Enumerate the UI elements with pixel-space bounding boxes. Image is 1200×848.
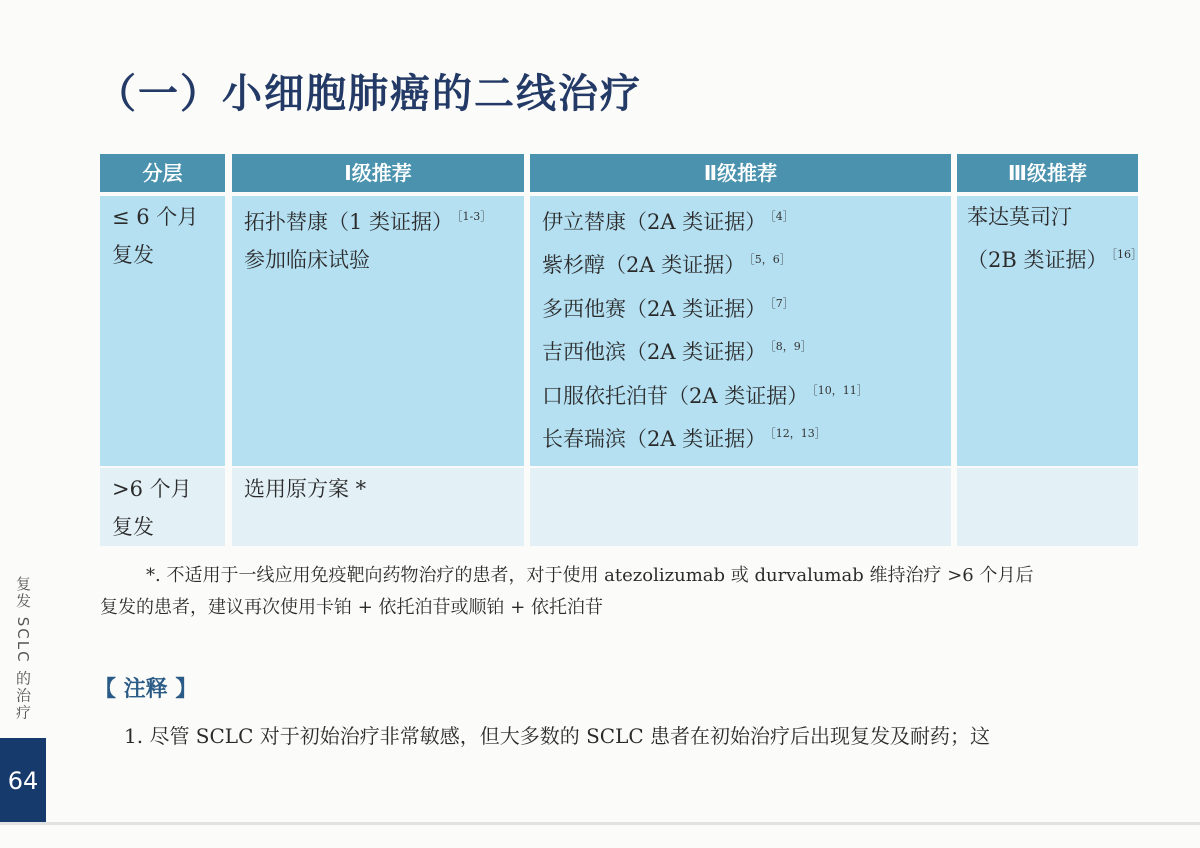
- header-level-1: Ⅰ级推荐: [232, 154, 524, 192]
- regimen-text: （2B 类证据）: [967, 248, 1108, 273]
- table-cell-level3: [957, 196, 1142, 466]
- note-item: 1. 尽管 SCLC 对于初始治疗非常敏感，但大多数的 SCLC 患者在初始治疗后出现复发及耐药；这: [124, 724, 991, 748]
- regimen-entry: [542, 328, 951, 371]
- regimen-entry: [542, 241, 951, 284]
- stratum-text: 复发: [112, 515, 154, 540]
- regimen-text: 吉西他滨（2A 类证据）: [542, 340, 767, 365]
- regimen-entry: [244, 241, 524, 279]
- regimen-entry: [542, 372, 951, 415]
- regimen-text: 长春瑞滨（2A 类证据）: [542, 427, 767, 452]
- regimen-entry: [542, 198, 951, 241]
- citation-ref: ［7］: [770, 296, 794, 310]
- regimen-entry: [542, 285, 951, 328]
- footnote-line: 复发的患者，建议再次使用卡铂 + 依托泊苷或顺铂 + 依托泊苷: [100, 597, 604, 618]
- citation-ref: ［4］: [770, 210, 794, 223]
- regimen-text: 选用原方案 *: [244, 477, 367, 501]
- table-cell-level2: [530, 196, 951, 466]
- table-cell-level1: [232, 468, 524, 546]
- regimen-entry: [967, 198, 1138, 236]
- citation-ref: ［12，13］: [770, 427, 826, 441]
- regimen-text: 伊立替康（2A 类证据）: [542, 210, 767, 234]
- notes-heading: 【 注释 】: [94, 677, 198, 702]
- regimen-text: 紫杉醇（2A 类证据）: [542, 253, 746, 278]
- regimen-text: 口服依托泊苷（2A 类证据）: [542, 383, 809, 408]
- stratum-text: ≤ 6 个月: [112, 205, 199, 229]
- footnote-line: *. 不适用于一线应用免疫靶向药物治疗的患者，对于使用 atezolizumab 或 durvalumab 维持治疗 >6 个月后: [146, 565, 1034, 586]
- regimen-entry: [244, 470, 524, 508]
- citation-ref: ［10，11］: [812, 383, 868, 397]
- citation-ref: ［5，6］: [749, 253, 791, 267]
- citation-ref: ［16］: [1111, 248, 1142, 262]
- header-level-3: Ⅲ级推荐: [957, 154, 1138, 192]
- page-title: （一）小细胞肺癌的二线治疗: [96, 71, 642, 117]
- table-cell-level2: [530, 468, 951, 546]
- regimen-text: 拓扑替康（1 类证据）: [244, 210, 454, 234]
- stratum-text: 复发: [112, 243, 154, 268]
- regimen-text: 多西他赛（2A 类证据）: [542, 296, 767, 321]
- table-cell-stratum: [100, 468, 225, 546]
- citation-ref: ［1-3］: [457, 210, 492, 223]
- regimen-entry: [967, 236, 1142, 279]
- regimen-entry: [542, 415, 951, 458]
- bottom-rule: [0, 822, 1200, 825]
- table-cell-stratum: [100, 196, 225, 466]
- regimen-entry: [244, 198, 524, 241]
- stratum-text: >6 个月: [112, 477, 192, 501]
- header-level-2: Ⅱ级推荐: [530, 154, 951, 192]
- citation-ref: ［8，9］: [770, 340, 812, 354]
- table-footnote: [100, 560, 1150, 624]
- table-cell-level1: [232, 196, 524, 466]
- regimen-text: 苯达莫司汀: [967, 205, 1072, 229]
- page-number-tab: 64: [0, 738, 46, 824]
- running-side-label: 复发 SCLC 的治疗: [14, 576, 32, 722]
- header-stratum: 分层: [100, 154, 225, 192]
- table-cell-level3: [957, 468, 1138, 546]
- regimen-text: 参加临床试验: [244, 248, 370, 273]
